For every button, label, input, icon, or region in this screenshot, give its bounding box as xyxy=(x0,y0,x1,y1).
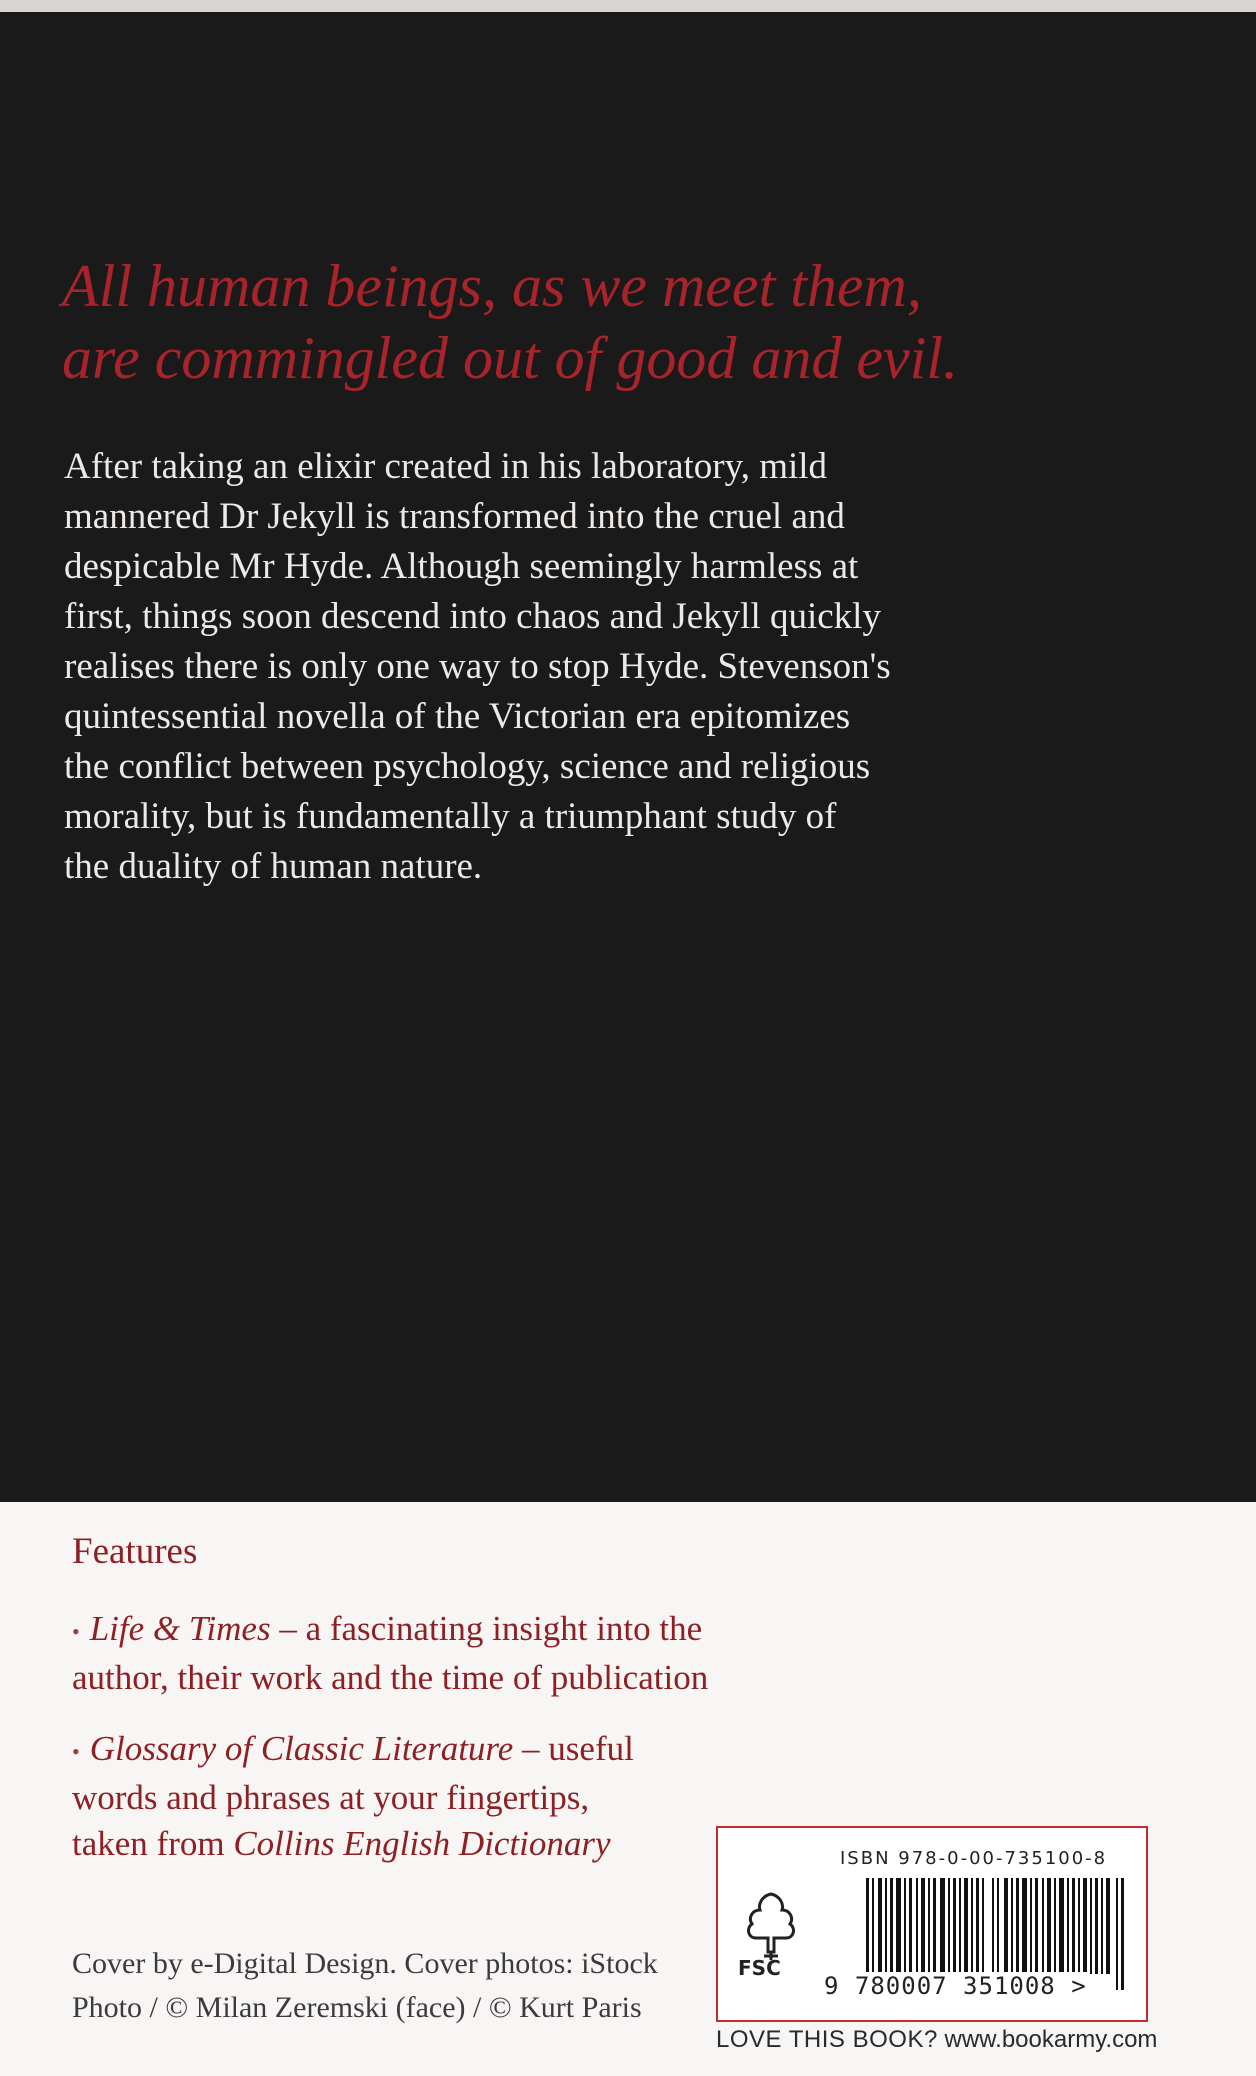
bullet-icon: • xyxy=(72,1738,80,1764)
bullet-icon: • xyxy=(72,1618,80,1644)
synopsis-line: quintessential novella of the Victorian era epitomizes xyxy=(64,696,851,737)
features-heading: Features xyxy=(72,1531,198,1572)
quote-line: All human beings, as we meet them, xyxy=(62,253,922,319)
love-this-book-label: LOVE THIS BOOK? xyxy=(716,2026,938,2053)
feature-item xyxy=(72,1606,832,1701)
feature-description: – useful xyxy=(513,1729,634,1768)
synopsis-line: morality, but is fundamentally a triumphant study of xyxy=(64,796,837,837)
credits-line: Cover by e-Digital Design. Cover photos: iStock xyxy=(72,1947,658,1980)
isbn-number: ISBN 978-0-00-735100-8 xyxy=(840,1848,1108,1869)
feature-description: – a fascinating insight into the xyxy=(270,1609,703,1648)
barcode-panel xyxy=(716,1826,1148,2022)
synopsis-line: After taking an elixir created in his laboratory, mild xyxy=(64,446,828,487)
synopsis-line: despicable Mr Hyde. Although seemingly harmless at xyxy=(64,546,859,587)
dark-panel xyxy=(0,12,1256,1502)
quote-line: are commingled out of good and evil. xyxy=(62,325,958,391)
synopsis-line: the duality of human nature. xyxy=(64,846,483,887)
pull-quote xyxy=(62,250,1162,394)
feature-description-line: words and phrases at your fingertips, xyxy=(72,1777,590,1817)
feature-name: Glossary of Classic Literature xyxy=(89,1729,514,1768)
feature-name: Life & Times xyxy=(89,1609,271,1648)
cover-credits xyxy=(72,1942,712,2030)
credits-line: Photo / © Milan Zeremski (face) / © Kurt Paris xyxy=(72,1991,642,2024)
promo-line xyxy=(716,2026,1157,2054)
synopsis-line: first, things soon descend into chaos and Jekyll quickly xyxy=(64,596,881,637)
barcode-digits: 9 780007 351008 > xyxy=(824,1972,1087,2000)
synopsis-line: realises there is only one way to stop Hyde. Stevenson's xyxy=(64,646,891,687)
feature-description-line: author, their work and the time of publication xyxy=(72,1657,709,1697)
feature-description: taken from xyxy=(72,1823,234,1863)
fsc-label: FSC xyxy=(738,1956,781,1980)
dictionary-name: Collins English Dictionary xyxy=(233,1823,611,1863)
synopsis xyxy=(64,442,1164,892)
website-url[interactable]: www.bookarmy.com xyxy=(944,2026,1158,2053)
synopsis-line: the conflict between psychology, science and religious xyxy=(64,746,871,787)
synopsis-line: mannered Dr Jekyll is transformed into the cruel and xyxy=(64,496,845,537)
